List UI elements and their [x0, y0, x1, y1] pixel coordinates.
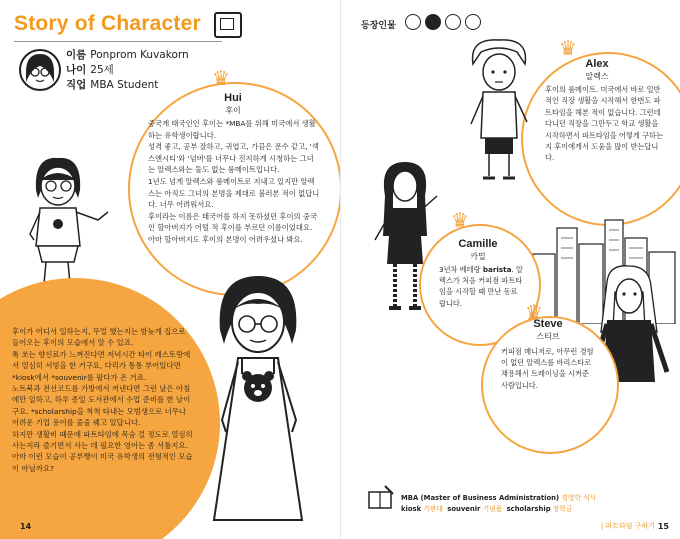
- book-icon: [367, 484, 395, 514]
- camille-description: [439, 264, 523, 309]
- cast-face-icon: [445, 14, 461, 30]
- right-page: [340, 0, 680, 539]
- steve-name: Steve: [533, 318, 563, 330]
- story-paragraph: 후이가 어디서 일하는지, 무얼 했는지는 밤늦게 집으로 들어오는 후이의 모습에서 알 수 있죠.: [12, 327, 186, 348]
- page-number: 15: [657, 522, 669, 531]
- steve-kname: 스티브: [536, 332, 560, 341]
- hui-large-illustration: [198, 270, 318, 539]
- story-text: [12, 326, 194, 474]
- crown-icon: ♛: [559, 36, 577, 60]
- souvenir-meaning: 기념품: [482, 505, 503, 513]
- souvenir-term: souvenir: [447, 505, 481, 513]
- alex-name: Alex: [585, 58, 609, 70]
- kiosk-meaning: 가판대: [423, 505, 443, 513]
- crown-icon: ♛: [212, 66, 230, 90]
- footnote-row: [401, 504, 596, 515]
- hui-kname: 후이: [225, 106, 241, 115]
- profile-name-row: [66, 48, 189, 63]
- vocabulary-footnote: [401, 493, 596, 515]
- alex-illustration: [459, 34, 539, 184]
- scholarship-term: scholarship: [506, 505, 551, 513]
- page-number: 14: [20, 522, 32, 531]
- story-paragraph: 아마 이런 모습이 공부쨍이 미국 유학생의 전형적인 모습이 아닐까요?: [12, 452, 193, 473]
- name-label: 이름: [66, 49, 87, 61]
- kiosk-term: kiosk: [401, 505, 422, 513]
- scholarship-meaning: 장학금: [552, 505, 573, 513]
- cast-face-icon: [425, 14, 441, 30]
- job-value: MBA Student: [90, 79, 159, 91]
- age-label: 나이: [66, 64, 87, 76]
- camille-name: Camille: [458, 238, 498, 250]
- story-paragraph: 노트북과 전선코드를 가방에서 꺼낸다면 그런 날은 아침에만 일하고, 하루 종일 도서관에서 수업 준비를 한 날이구요. *scholarship을 척척 타내는 모범생으로 너무나 어려운 기업 용어를 줄줄 꿰고 있답니다.: [12, 384, 191, 428]
- profile-job-row: [66, 78, 189, 93]
- cast-face-icon: [405, 14, 421, 30]
- hui-paragraph: 중국계 태국인인 후이는 *MBA를 위해 미국에서 생활하는 유학생이랍니다.: [148, 119, 316, 140]
- camille-text: 3년차 베테랑: [439, 265, 483, 274]
- profile-info: [66, 48, 189, 93]
- mba-meaning: 경영학 석사: [561, 494, 597, 502]
- title-divider: [14, 41, 222, 42]
- section-title: Story of Character: [14, 12, 201, 35]
- hui-paragraph: 성격 좋고, 공부 잘하고, 귀엽고, 가끔은 푼수 같고, '섹스앤시티'와 '넘버'를 너무나 진지하게 시청하는 그녀는 알렉스와는 둘도 없는 룸메이트입니다.: [148, 142, 319, 175]
- story-paragraph: 툭 쏘는 향신료가 느껴진다면 저녁시간 타이 레스토랑에서 열심히 서빙을 한 거구요, 다리가 퉁퉁 부어있다면 *kiosk에서 *souvenir를 팔다가 온 거죠.: [12, 349, 191, 382]
- name-value: Ponprom Kuvakorn: [90, 49, 189, 61]
- steve-description: 커피점 매니저로, 아무런 경험이 없던 알렉스를 바리스타로 채용해서 트레이닝을 시켜준 사람입니다.: [501, 347, 594, 390]
- hui-avatar: [18, 48, 62, 92]
- running-footer: | 파트타임 구하기: [600, 522, 655, 530]
- cast-label: 등장인물: [361, 21, 396, 31]
- profile-age-row: [66, 63, 189, 78]
- camille-barista-term: barista: [482, 265, 512, 274]
- hui-paragraph: 1년도 넘게 알렉스와 룸메이트로 지내고 있지만 알렉스는 아직도 그녀의 본명을 제대로 불러본 적이 없답니다. 너무 어려워서요.: [148, 176, 320, 210]
- camille-kname: 카밀: [470, 252, 486, 261]
- cast-face-icon: [465, 14, 481, 30]
- mba-term: MBA (Master of Business Administration): [401, 494, 560, 502]
- crown-icon: ♛: [525, 300, 543, 324]
- hui-name: Hui: [224, 92, 242, 104]
- job-label: 직업: [66, 79, 87, 91]
- hui-small-illustration: [16, 150, 126, 295]
- age-value: 25세: [90, 64, 114, 76]
- camille-text: . 알렉스가 처음 커피점 파트타임을 시작할 때 만난 동료랍니다.: [439, 265, 523, 308]
- hui-paragraph: 후이라는 이름은 태국어를 하지 못하셨던 후이의 중국인 할아버지가 어떨 적 후이를 부르던 이름이었대요. 아마 할아버지도 후이의 본명이 어려우셨나 봐요.: [148, 211, 317, 244]
- story-paragraph: 하지만 생활비 때문에 파트타임에 목숨 걸 정도로 열심히 사는지라 즐기면서 사는 데 필요한 영어는 좀 서툴지요.: [12, 429, 193, 451]
- alex-description: 후이의 룸메이트. 미국에서 바로 일반적인 직장 생활을 시작해서 한번도 파트타임을 해본 적이 없습니다. 그런데 다니던 직장을 그만두고 학교 생활을 시작하면서 파트타임을 어떻게 구하는지 후이에게서 도움을 많이 받는답니다.: [545, 85, 663, 163]
- hui-description: [148, 118, 320, 246]
- crown-icon: ♛: [451, 208, 469, 232]
- footnote-row: [401, 493, 596, 504]
- alex-kname: 알렉스: [585, 72, 609, 81]
- tv-icon: [214, 12, 242, 38]
